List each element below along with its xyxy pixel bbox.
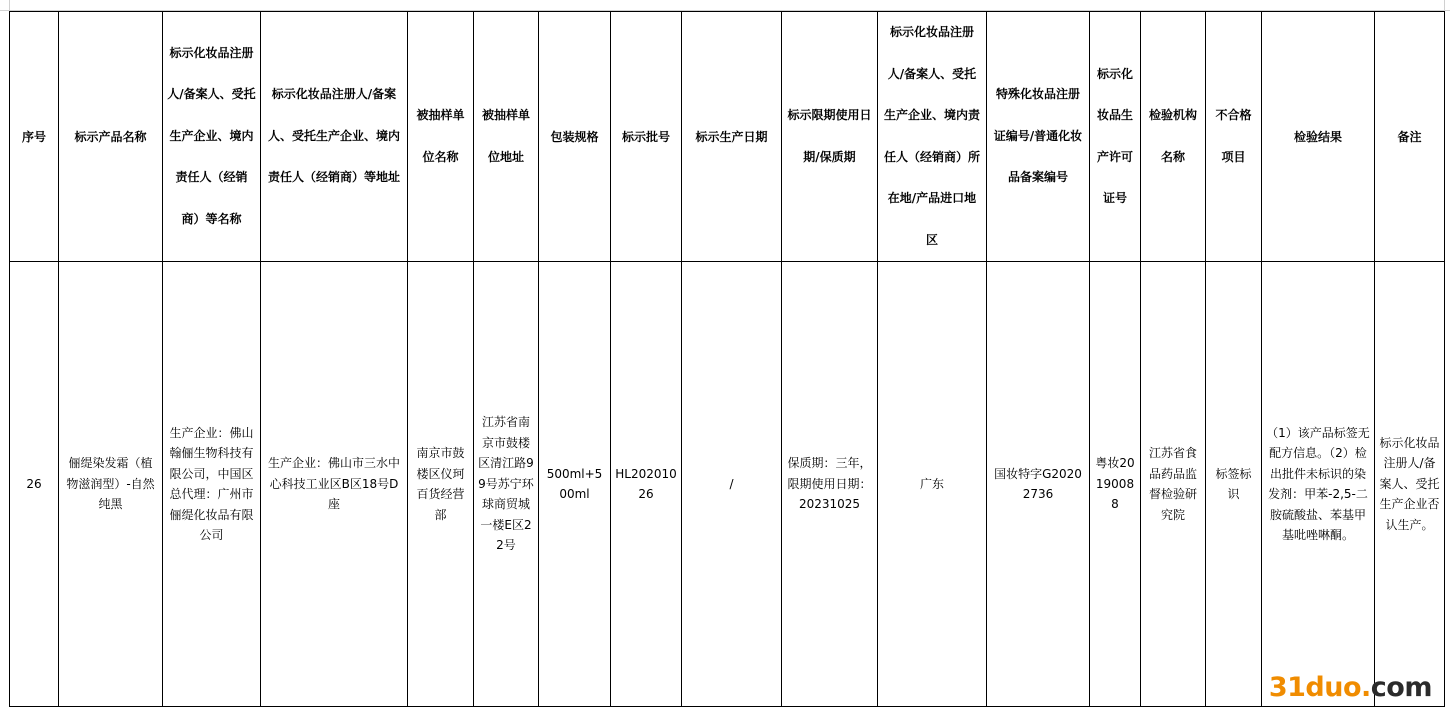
cell-origin-region: 广东 — [878, 262, 987, 707]
header-cell-batch-number: 标示批号 — [611, 12, 682, 262]
cell-registrant-address: 生产企业：佛山市三水中心科技工业区B区18号D座 — [261, 262, 408, 707]
cell-sampled-unit-name: 南京市鼓楼区仪珂百货经营部 — [408, 262, 474, 707]
header-cell-remarks: 备注 — [1375, 12, 1445, 262]
header-cell-package-spec: 包装规格 — [539, 12, 611, 262]
header-cell-sampled-unit-name: 被抽样单位名称 — [408, 12, 474, 262]
watermark-dot: . — [1361, 672, 1371, 703]
header-row — [10, 12, 1445, 262]
table-row — [10, 262, 1445, 707]
cell-remarks: 标示化妆品注册人/备案人、受托生产企业否认生产。 — [1375, 262, 1445, 707]
inspection-table — [9, 11, 1445, 707]
top-ruler-strip — [0, 0, 1450, 11]
cell-serial: 26 — [10, 262, 59, 707]
cell-nonconforming-item: 标签标识 — [1206, 262, 1262, 707]
cell-product-name: 俪缇染发霜（植物滋润型）-自然纯黑 — [59, 262, 163, 707]
cell-production-date: / — [682, 262, 782, 707]
header-cell-production-license: 标示化妆品生产许可证号 — [1090, 12, 1141, 262]
header-cell-production-date: 标示生产日期 — [682, 12, 782, 262]
header-cell-expiry: 标示限期使用日期/保质期 — [782, 12, 878, 262]
header-cell-product-name: 标示产品名称 — [59, 12, 163, 262]
header-cell-registration-number: 特殊化妆品注册证编号/普通化妆品备案编号 — [987, 12, 1090, 262]
header-cell-origin-region: 标示化妆品注册人/备案人、受托生产企业、境内责任人（经销商）所在地/产品进口地区 — [878, 12, 987, 262]
cell-test-result: （1）该产品标签无配方信息。（2）检出批件未标识的染发剂：甲苯-2,5-二胺硫酸盐、苯基甲基吡唑啉酮。 — [1262, 262, 1375, 707]
cell-production-license: 粤妆20190088 — [1090, 262, 1141, 707]
cell-sampled-unit-address: 江苏省南京市鼓楼区清江路99号苏宁环球商贸城一楼E区22号 — [474, 262, 539, 707]
header-cell-testing-institution: 检验机构名称 — [1141, 12, 1206, 262]
cell-expiry: 保质期：三年，限期使用日期：20231025 — [782, 262, 878, 707]
header-cell-nonconforming-item: 不合格项目 — [1206, 12, 1262, 262]
cell-batch-number: HL20201026 — [611, 262, 682, 707]
cell-testing-institution: 江苏省食品药品监督检验研究院 — [1141, 262, 1206, 707]
watermark-tld: com — [1370, 672, 1432, 703]
cell-registrant-name: 生产企业：佛山翰俪生物科技有限公司，中国区总代理：广州市俪缇化妆品有限公司 — [163, 262, 261, 707]
header-cell-serial: 序号 — [10, 12, 59, 262]
header-cell-registrant-address: 标示化妆品注册人/备案人、受托生产企业、境内责任人（经销商）等地址 — [261, 12, 408, 262]
ruler-tick — [9, 0, 10, 11]
site-watermark — [1269, 672, 1432, 703]
header-cell-sampled-unit-address: 被抽样单位地址 — [474, 12, 539, 262]
header-cell-registrant-name: 标示化妆品注册人/备案人、受托生产企业、境内责任人（经销商）等名称 — [163, 12, 261, 262]
cell-package-spec: 500ml+500ml — [539, 262, 611, 707]
header-cell-test-result: 检验结果 — [1262, 12, 1375, 262]
watermark-name: duo — [1305, 672, 1362, 703]
watermark-number: 31 — [1268, 672, 1306, 703]
cell-registration-number: 国妆特字G20202736 — [987, 262, 1090, 707]
ruler-tick — [1444, 0, 1445, 11]
